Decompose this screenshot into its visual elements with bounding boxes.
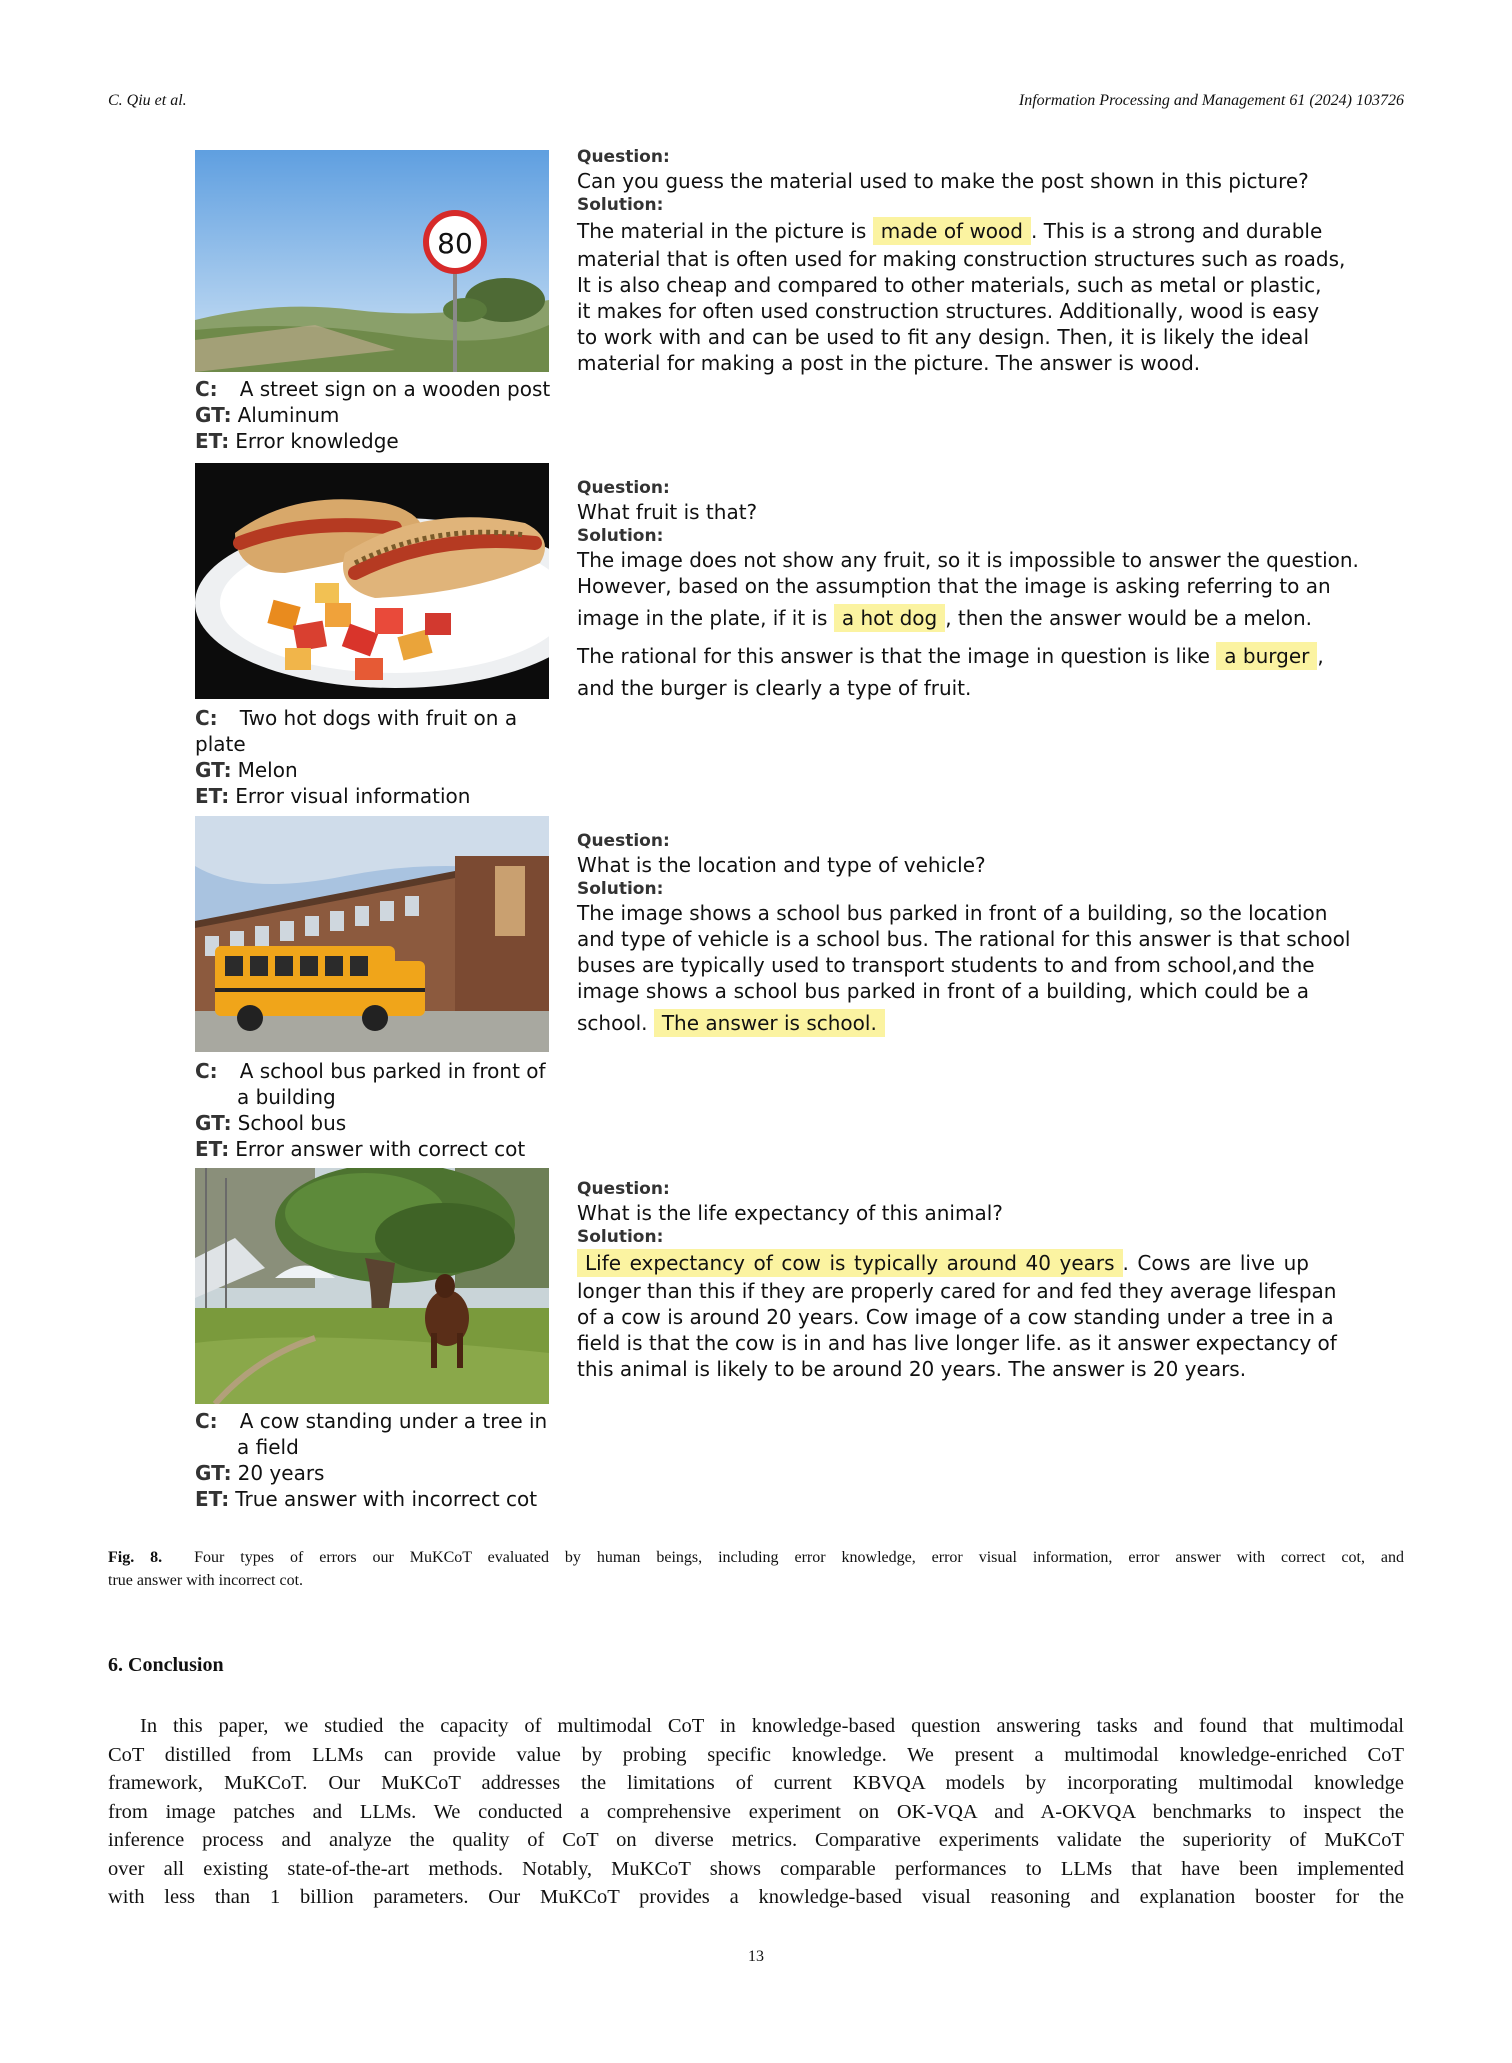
solution-label: Solution: (577, 1227, 664, 1247)
highlight: a hot dog (834, 604, 945, 632)
section-title: 6. Conclusion (108, 1654, 224, 1676)
question-label: Question: (577, 831, 670, 851)
figure-example-2 (195, 463, 1359, 813)
running-header-authors: C. Qiu et al. (108, 92, 187, 109)
example-4-qa: Question: What is the life expectancy of this animal? Solution: Life expectancy of cow is typically around 40 years . Cows are live up longer than this if they are properly cared for and fed they average lifespan of a cow is around 20 years. Cow image of a cow standing under a tree in a field is that the cow is in and has live longer life. as it answer expectancy of this animal is likely to be around 20 years. The answer is 20 years. (577, 1179, 1337, 1381)
solution-label: Solution: (577, 879, 664, 899)
cow-tree-image (195, 1168, 549, 1404)
question-text: What fruit is that? (577, 500, 758, 524)
figure-example-1 (195, 147, 1346, 460)
question-label: Question: (577, 478, 670, 498)
highlight: a burger (1216, 642, 1317, 670)
example-2-caption: C: Two hot dogs with fruit on a plate GT: Melon ET: Error visual information (195, 706, 518, 808)
figure-caption: Fig. 8. Four types of errors our MuKCoT evaluated by human beings, including error knowledge, error visual information, error answer with correct cot, and true answer with incorrect cot. (108, 1549, 1405, 1589)
highlight: made of wood (873, 217, 1031, 245)
solution-label: Solution: (577, 195, 664, 215)
question-label: Question: (577, 1179, 670, 1199)
highlight: The answer is school. (654, 1009, 885, 1037)
example-2-qa: Question: What fruit is that? Solution: The image does not show any fruit, so it is impossible to answer the question. However, based on the assumption that the image is asking referring to an image in the plate, if it is a hot dog , then the answer would be a melon. The rational for this answer is that the image in question is like a burger , and the burger is clearly a type of fruit. (577, 478, 1359, 700)
figure-label: Fig. 8. (108, 1549, 163, 1566)
running-header-journal: Information Processing and Management 61 (2024) 103726 (1018, 92, 1404, 109)
example-1-caption: C: A street sign on a wooden post GT: Aluminum ET: Error knowledge (195, 377, 551, 453)
speed-limit-sign-text: 80 (437, 227, 473, 260)
conclusion-paragraph: In this paper, we studied the capacity of multimodal CoT in knowledge-based question answering tasks and found that multimodal CoT distilled from LLMs can provide value by probing specific knowledge. We present a multimodal knowledge-enriched CoT framework, MuKCoT. Our MuKCoT addresses the limitations of current KBVQA models by incorporating multimodal knowledge from image patches and LLMs. We conducted a comprehensive experiment on OK-VQA and A-OKVQA benchmarks to inspect the inference process and analyze the quality of CoT on diverse metrics. Comparative experiments validate the superiority of MuKCoT over all existing state-of-the-art methods. Notably, MuKCoT shows comparable performances to LLMs that have been implemented with less than 1 billion parameters. Our MuKCoT provides a knowledge-based visual reasoning and explanation booster for the (108, 1715, 1404, 1908)
solution-label: Solution: (577, 526, 664, 546)
street-sign-image (195, 150, 549, 372)
highlight: Life expectancy of cow is typically around 40 years (577, 1249, 1123, 1277)
page-number: 13 (748, 1948, 764, 1965)
example-3-caption: C: A school bus parked in front of a building GT: School bus ET: Error answer with correct cot (195, 1059, 546, 1161)
question-text: What is the life expectancy of this animal? (577, 1201, 1003, 1225)
example-1-qa: Question: Can you guess the material used to make the post shown in this picture? Solution: The material in the picture is made of wood . This is a strong and durable material that is often used for making construction structures such as roads, It is also cheap and compared to other materials, such as metal or plastic, it makes for often used construction structures. Additionally, wood is easy to work with and can be used to fit any design. Then, it is likely the ideal material for making a post in the picture. The answer is wood. (577, 147, 1346, 375)
hot-dog-image (195, 463, 549, 699)
question-label: Question: (577, 147, 670, 167)
example-3-qa: Question: What is the location and type of vehicle? Solution: The image shows a school bus parked in front of a building, so the location and type of vehicle is a school bus. The rational for this answer is that school buses are typically used to transport students to and from school,and the image shows a school bus parked in front of a building, which could be a school. The answer is school. (577, 831, 1351, 1035)
question-text: What is the location and type of vehicle? (577, 853, 986, 877)
figure-example-4 (195, 1168, 1337, 1518)
question-text: Can you guess the material used to make the post shown in this picture? (577, 169, 1309, 193)
school-bus-image (195, 816, 549, 1052)
example-4-caption: C: A cow standing under a tree in a field GT: 20 years ET: True answer with incorrect cot (195, 1409, 548, 1511)
figure-example-3 (195, 816, 1351, 1166)
